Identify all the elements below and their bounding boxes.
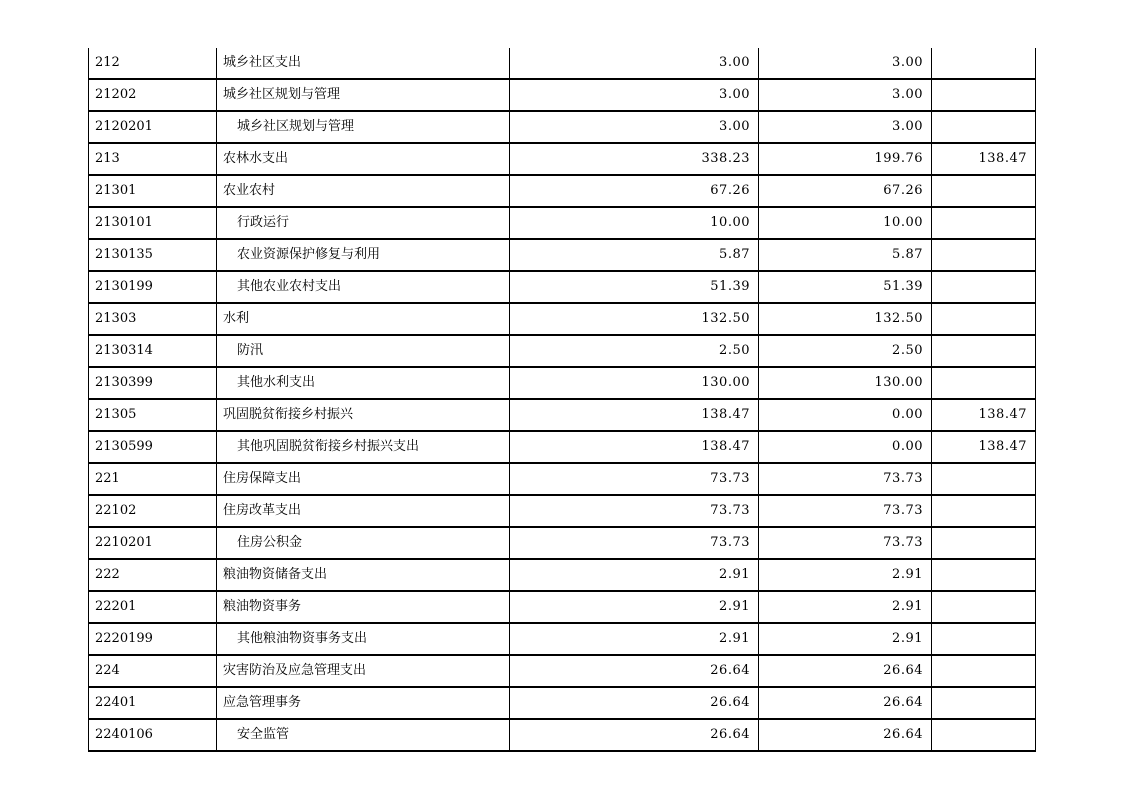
subject-name-cell: 住房公积金 [217,527,510,559]
subject-code-cell: 22401 [89,687,217,719]
project-expenditure-cell [932,175,1036,207]
table-row [89,719,1036,751]
subject-name-cell: 灾害防治及应急管理支出 [217,655,510,687]
subject-code-cell: 2120201 [89,111,217,143]
project-expenditure-cell: 138.47 [932,431,1036,463]
total-amount-cell: 73.73 [510,495,759,527]
subject-code-cell: 21301 [89,175,217,207]
table-row [89,687,1036,719]
table-row [89,431,1036,463]
total-amount-cell: 2.91 [510,559,759,591]
table-row [89,271,1036,303]
project-expenditure-cell [932,655,1036,687]
subject-name-cell: 城乡社区规划与管理 [217,79,510,111]
total-amount-cell: 26.64 [510,719,759,751]
table-row [89,495,1036,527]
subject-name-cell: 农业资源保护修复与利用 [217,239,510,271]
subject-code-cell: 21305 [89,399,217,431]
basic-expenditure-cell: 130.00 [759,367,932,399]
basic-expenditure-cell: 3.00 [759,79,932,111]
total-amount-cell: 138.47 [510,431,759,463]
subject-code-cell: 2240106 [89,719,217,751]
subject-code-cell: 221 [89,463,217,495]
basic-expenditure-cell: 73.73 [759,463,932,495]
project-expenditure-cell [932,367,1036,399]
subject-name-cell: 住房保障支出 [217,463,510,495]
table-body [89,48,1036,751]
project-expenditure-cell [932,335,1036,367]
project-expenditure-cell [932,687,1036,719]
project-expenditure-cell: 138.47 [932,399,1036,431]
basic-expenditure-cell: 2.91 [759,623,932,655]
subject-name-cell: 防汛 [217,335,510,367]
project-expenditure-cell [932,48,1036,79]
basic-expenditure-cell: 2.50 [759,335,932,367]
project-expenditure-cell [932,111,1036,143]
project-expenditure-cell [932,591,1036,623]
subject-code-cell: 2130199 [89,271,217,303]
subject-code-cell: 213 [89,143,217,175]
table-row [89,399,1036,431]
basic-expenditure-cell: 26.64 [759,655,932,687]
basic-expenditure-cell: 73.73 [759,527,932,559]
project-expenditure-cell [932,559,1036,591]
total-amount-cell: 2.91 [510,591,759,623]
total-amount-cell: 67.26 [510,175,759,207]
table-row [89,79,1036,111]
total-amount-cell: 3.00 [510,48,759,79]
total-amount-cell: 2.50 [510,335,759,367]
table-row [89,239,1036,271]
subject-code-cell: 2130399 [89,367,217,399]
basic-expenditure-cell: 0.00 [759,431,932,463]
subject-name-cell: 住房改革支出 [217,495,510,527]
basic-expenditure-cell: 5.87 [759,239,932,271]
project-expenditure-cell [932,207,1036,239]
subject-code-cell: 224 [89,655,217,687]
basic-expenditure-cell: 67.26 [759,175,932,207]
subject-name-cell: 粮油物资事务 [217,591,510,623]
project-expenditure-cell [932,623,1036,655]
table-row [89,335,1036,367]
total-amount-cell: 3.00 [510,79,759,111]
subject-name-cell: 农业农村 [217,175,510,207]
table-row [89,527,1036,559]
total-amount-cell: 2.91 [510,623,759,655]
table-row [89,559,1036,591]
subject-name-cell: 行政运行 [217,207,510,239]
basic-expenditure-cell: 132.50 [759,303,932,335]
project-expenditure-cell [932,271,1036,303]
subject-code-cell: 21303 [89,303,217,335]
total-amount-cell: 73.73 [510,527,759,559]
basic-expenditure-cell: 26.64 [759,719,932,751]
subject-name-cell: 安全监管 [217,719,510,751]
subject-code-cell: 2220199 [89,623,217,655]
subject-code-cell: 2130314 [89,335,217,367]
total-amount-cell: 73.73 [510,463,759,495]
basic-expenditure-cell: 73.73 [759,495,932,527]
total-amount-cell: 3.00 [510,111,759,143]
total-amount-cell: 138.47 [510,399,759,431]
subject-name-cell: 应急管理事务 [217,687,510,719]
project-expenditure-cell [932,239,1036,271]
table-row [89,111,1036,143]
subject-code-cell: 2210201 [89,527,217,559]
subject-code-cell: 22102 [89,495,217,527]
table-row [89,207,1036,239]
total-amount-cell: 26.64 [510,687,759,719]
basic-expenditure-cell: 2.91 [759,591,932,623]
basic-expenditure-cell: 3.00 [759,111,932,143]
total-amount-cell: 130.00 [510,367,759,399]
project-expenditure-cell [932,527,1036,559]
table-row [89,367,1036,399]
subject-name-cell: 水利 [217,303,510,335]
total-amount-cell: 132.50 [510,303,759,335]
table-row [89,175,1036,207]
table-row [89,463,1036,495]
subject-name-cell: 其他粮油物资事务支出 [217,623,510,655]
subject-code-cell: 222 [89,559,217,591]
project-expenditure-cell [932,463,1036,495]
table-row [89,623,1036,655]
total-amount-cell: 10.00 [510,207,759,239]
total-amount-cell: 338.23 [510,143,759,175]
subject-code-cell: 212 [89,48,217,79]
basic-expenditure-cell: 10.00 [759,207,932,239]
basic-expenditure-cell: 51.39 [759,271,932,303]
subject-name-cell: 粮油物资储备支出 [217,559,510,591]
total-amount-cell: 5.87 [510,239,759,271]
subject-name-cell: 农林水支出 [217,143,510,175]
subject-name-cell: 其他水利支出 [217,367,510,399]
subject-code-cell: 2130101 [89,207,217,239]
total-amount-cell: 51.39 [510,271,759,303]
project-expenditure-cell: 138.47 [932,143,1036,175]
project-expenditure-cell [932,495,1036,527]
table-row [89,48,1036,79]
subject-name-cell: 其他巩固脱贫衔接乡村振兴支出 [217,431,510,463]
table-row [89,143,1036,175]
subject-code-cell: 21202 [89,79,217,111]
project-expenditure-cell [932,303,1036,335]
basic-expenditure-cell: 3.00 [759,48,932,79]
basic-expenditure-cell: 199.76 [759,143,932,175]
total-amount-cell: 26.64 [510,655,759,687]
basic-expenditure-cell: 0.00 [759,399,932,431]
subject-name-cell: 城乡社区规划与管理 [217,111,510,143]
table-row [89,655,1036,687]
subject-name-cell: 其他农业农村支出 [217,271,510,303]
subject-code-cell: 2130599 [89,431,217,463]
project-expenditure-cell [932,79,1036,111]
subject-name-cell: 巩固脱贫衔接乡村振兴 [217,399,510,431]
project-expenditure-cell [932,719,1036,751]
subject-name-cell: 城乡社区支出 [217,48,510,79]
budget-sheet [88,48,1035,752]
expenditure-table [88,48,1036,752]
table-row [89,303,1036,335]
subject-code-cell: 22201 [89,591,217,623]
subject-code-cell: 2130135 [89,239,217,271]
basic-expenditure-cell: 2.91 [759,559,932,591]
table-row [89,591,1036,623]
basic-expenditure-cell: 26.64 [759,687,932,719]
